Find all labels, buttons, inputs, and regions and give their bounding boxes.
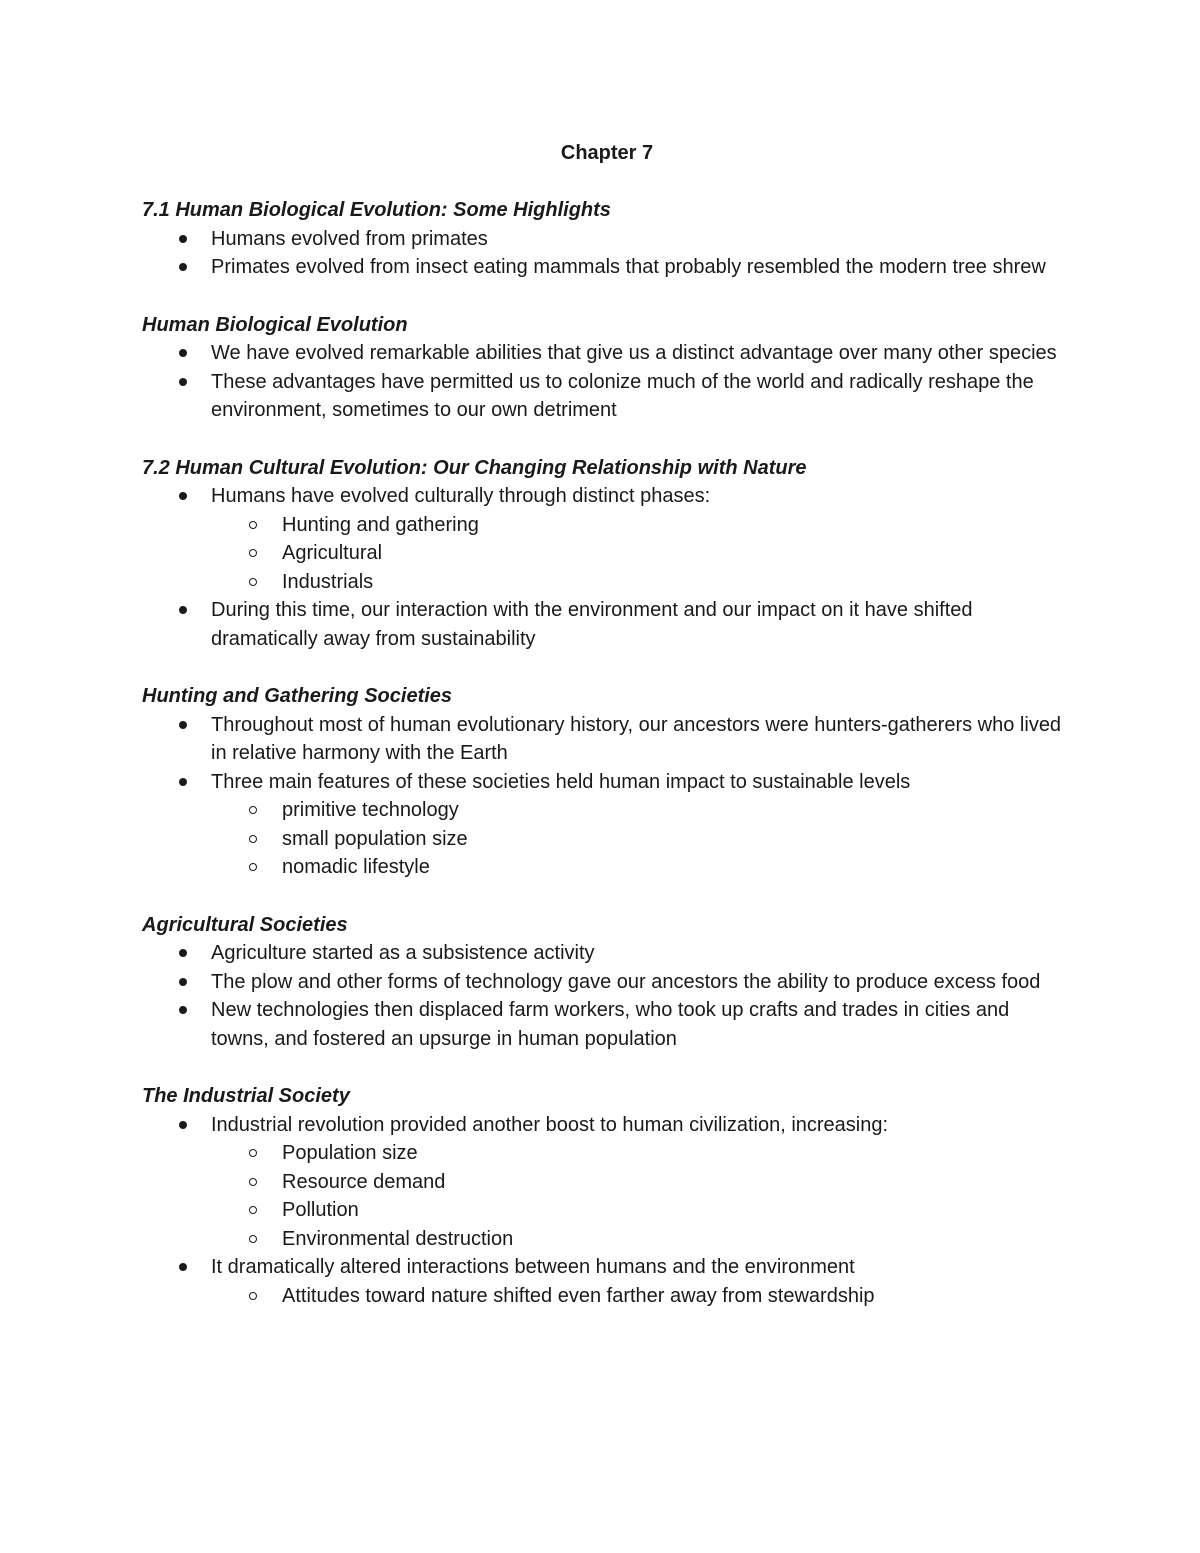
bullet-list xyxy=(142,711,1072,882)
bullet-list xyxy=(142,939,1072,1053)
sub-list-item: small population size xyxy=(211,825,1072,854)
bullet-icon xyxy=(179,235,187,243)
hollow-bullet-icon xyxy=(249,1178,257,1186)
sub-bullet-list xyxy=(211,796,1072,882)
list-item: Three main features of these societies held human impact to sustainable levels primitive technology small population size nomadic lifestyle xyxy=(142,768,1072,882)
bullet-icon xyxy=(179,1121,187,1129)
bullet-icon xyxy=(179,492,187,500)
sub-list-item: Industrials xyxy=(211,568,1072,597)
bullet-icon xyxy=(179,378,187,386)
bullet-icon xyxy=(179,349,187,357)
hollow-bullet-icon xyxy=(249,1149,257,1157)
section-heading: The Industrial Society xyxy=(142,1085,350,1107)
list-item: New technologies then displaced farm workers, who took up crafts and trades in cities and towns, and fostered an upsurge in human population xyxy=(142,996,1072,1053)
sub-list-item: primitive technology xyxy=(211,796,1072,825)
bullet-icon xyxy=(179,606,187,614)
list-item: Primates evolved from insect eating mammals that probably resembled the modern tree shrew xyxy=(142,253,1072,282)
bullet-icon xyxy=(179,1263,187,1271)
section-agricultural-societies xyxy=(142,911,1072,1054)
section-human-biological-evolution xyxy=(142,311,1072,425)
bullet-icon xyxy=(179,949,187,957)
section-hunting-gathering xyxy=(142,682,1072,882)
sub-list-item: Agricultural xyxy=(211,539,1072,568)
bullet-list xyxy=(142,225,1072,282)
section-heading: Agricultural Societies xyxy=(142,913,348,936)
section-human-cultural-evolution xyxy=(142,454,1072,654)
document-page xyxy=(142,139,1072,1339)
sub-list-item: Environmental destruction xyxy=(211,1225,1072,1254)
hollow-bullet-icon xyxy=(249,1206,257,1214)
bullet-list xyxy=(142,1111,1072,1311)
hollow-bullet-icon xyxy=(249,835,257,843)
sub-bullet-list xyxy=(211,1282,1072,1311)
section-heading: Hunting and Gathering Societies xyxy=(142,685,453,707)
chapter-title: Chapter 7 xyxy=(560,142,654,164)
sub-list-item: Resource demand xyxy=(211,1168,1072,1197)
list-item: Humans have evolved culturally through distinct phases: Hunting and gathering Agricultural Industrials xyxy=(142,482,1072,596)
hollow-bullet-icon xyxy=(249,549,257,557)
hollow-bullet-icon xyxy=(249,1235,257,1243)
hollow-bullet-icon xyxy=(249,1292,257,1300)
list-item: It dramatically altered interactions between humans and the environment Attitudes toward nature shifted even farther away from stewardship xyxy=(142,1253,1072,1310)
section-heading: Human Biological Evolution xyxy=(142,313,408,336)
bullet-icon xyxy=(179,1006,187,1014)
bullet-icon xyxy=(179,978,187,986)
list-item: Industrial revolution provided another boost to human civilization, increasing: Population size Resource demand Pollution Environmental destruction xyxy=(142,1111,1072,1254)
list-item: Agriculture started as a subsistence activity xyxy=(142,939,1072,968)
section-human-biological-evolution-highlights xyxy=(142,196,1072,282)
hollow-bullet-icon xyxy=(249,863,257,871)
hollow-bullet-icon xyxy=(249,521,257,529)
bullet-list xyxy=(142,482,1072,653)
sub-list-item: nomadic lifestyle xyxy=(211,853,1072,882)
section-industrial-society xyxy=(142,1082,1072,1310)
sub-bullet-list xyxy=(211,1139,1072,1253)
section-heading: 7.1 Human Biological Evolution: Some Highlights xyxy=(142,199,611,221)
hollow-bullet-icon xyxy=(249,806,257,814)
sub-bullet-list xyxy=(211,511,1072,597)
hollow-bullet-icon xyxy=(249,578,257,586)
list-item: Humans evolved from primates xyxy=(142,225,1072,254)
bullet-icon xyxy=(179,778,187,786)
list-item: These advantages have permitted us to colonize much of the world and radically reshape the environment, sometimes to our own detriment xyxy=(142,368,1072,425)
list-item: During this time, our interaction with the environment and our impact on it have shifted dramatically away from sustainability xyxy=(142,596,1072,653)
sub-list-item: Attitudes toward nature shifted even farther away from stewardship xyxy=(211,1282,1072,1311)
list-item: The plow and other forms of technology gave our ancestors the ability to produce excess food xyxy=(142,968,1072,997)
sub-list-item: Population size xyxy=(211,1139,1072,1168)
section-heading: 7.2 Human Cultural Evolution: Our Changing Relationship with Nature xyxy=(142,456,807,479)
list-item: Throughout most of human evolutionary history, our ancestors were hunters-gatherers who lived in relative harmony with the Earth xyxy=(142,711,1072,768)
bullet-icon xyxy=(179,721,187,729)
sub-list-item: Hunting and gathering xyxy=(211,511,1072,540)
bullet-list xyxy=(142,339,1072,425)
bullet-icon xyxy=(179,263,187,271)
list-item: We have evolved remarkable abilities that give us a distinct advantage over many other species xyxy=(142,339,1072,368)
sub-list-item: Pollution xyxy=(211,1196,1072,1225)
